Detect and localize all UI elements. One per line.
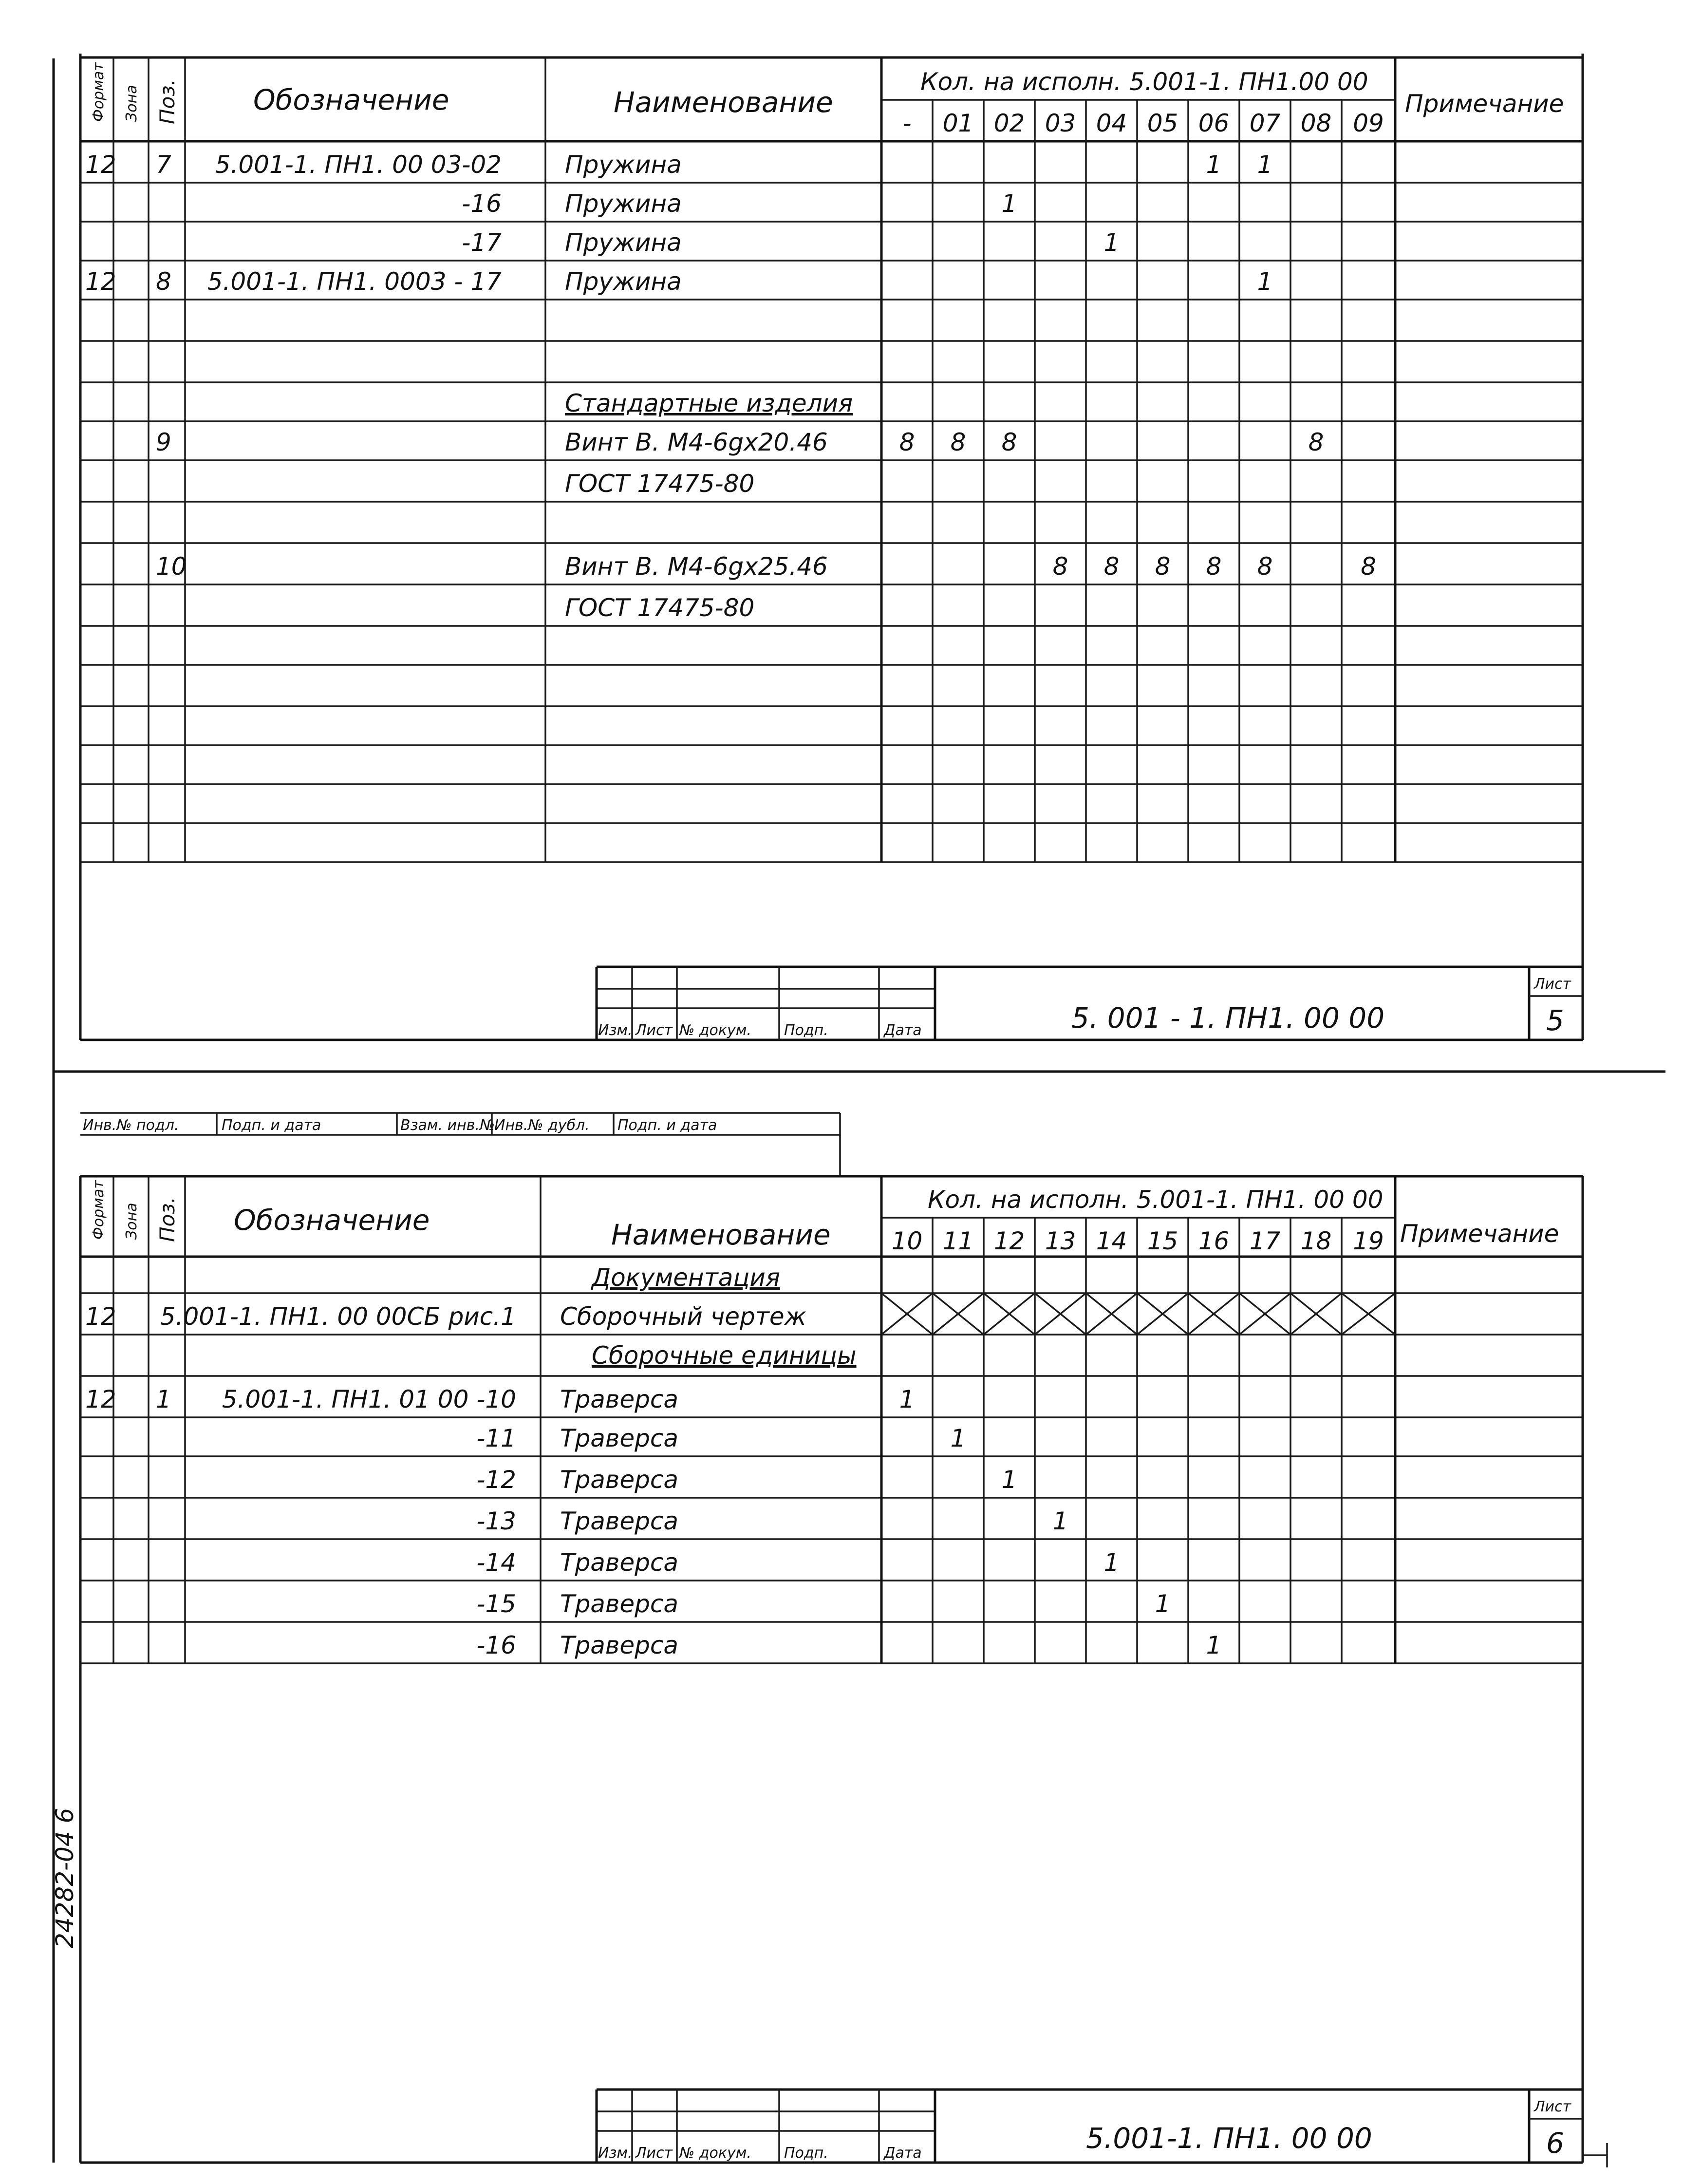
row-designation: 5.001-1. ПН1. 00 03-02 bbox=[215, 151, 502, 179]
row-qty: 8 bbox=[1052, 552, 1068, 581]
bottom-row-1 bbox=[85, 1385, 915, 1413]
top-row-6 bbox=[565, 389, 853, 417]
qty-title-header: Кол. на исполн. 5.001-1. ПН1.00 00 bbox=[920, 68, 1368, 96]
row-name: Траверса bbox=[560, 1590, 679, 1618]
b-tb-label-doc-no: № докум. bbox=[679, 2145, 751, 2162]
row-qty: 1 bbox=[1257, 151, 1273, 179]
top-variant-2: 02 bbox=[993, 109, 1025, 137]
top-row-8 bbox=[565, 470, 754, 498]
stamp-inv-orig: Инв.№ подл. bbox=[83, 1117, 179, 1134]
top-variant-3: 03 bbox=[1045, 109, 1076, 137]
row-designation: -15 bbox=[476, 1590, 516, 1618]
row-qty: 1 bbox=[1155, 1590, 1171, 1618]
bottom-row-5 bbox=[476, 1548, 1119, 1577]
stamp-sign-date-2: Подп. и дата bbox=[617, 1117, 717, 1134]
bottom-title-block bbox=[597, 2090, 1583, 2163]
bottom-row-6 bbox=[476, 1590, 1170, 1618]
col-designation-header: Обозначение bbox=[253, 83, 449, 116]
row-designation: 5.001-1. ПН1. 01 00 -10 bbox=[222, 1385, 516, 1413]
row-qty: 8 bbox=[1257, 552, 1273, 581]
row-qty: 8 bbox=[1001, 428, 1017, 456]
row-name: Пружина bbox=[565, 228, 682, 257]
row-name: Траверса bbox=[560, 1466, 679, 1494]
tb-label-izm: Изм. bbox=[598, 1022, 633, 1039]
top-variant-5: 05 bbox=[1147, 109, 1178, 137]
top-row-0 bbox=[85, 151, 1272, 179]
row-position: 8 bbox=[156, 267, 171, 296]
row-qty: 1 bbox=[950, 1424, 966, 1452]
top-title-block bbox=[597, 967, 1583, 1040]
bottom-row-3 bbox=[476, 1466, 1017, 1494]
row-name: Пружина bbox=[565, 151, 682, 179]
col-remark-header: Примечание bbox=[1405, 90, 1564, 118]
row-qty: 8 bbox=[1308, 428, 1324, 456]
top-row-11 bbox=[565, 594, 754, 622]
top-row-2 bbox=[462, 228, 1119, 257]
top-row-7 bbox=[156, 428, 1324, 456]
row-qty: 1 bbox=[1001, 1466, 1017, 1494]
bottom-row-7 bbox=[476, 1631, 1221, 1659]
row-qty: 1 bbox=[1206, 151, 1222, 179]
row-designation: -11 bbox=[476, 1424, 516, 1452]
bottom-variant-5: 15 bbox=[1147, 1227, 1178, 1255]
row-name: Винт В. М4-6gх25.46 bbox=[565, 552, 828, 581]
row-designation: -16 bbox=[462, 189, 502, 218]
b-qty-title-header: Кол. на исполн. 5.001-1. ПН1. 00 00 bbox=[928, 1186, 1384, 1214]
row-position: 1 bbox=[156, 1385, 171, 1413]
b-col-format-header: Формат bbox=[90, 1180, 107, 1240]
top-row-3 bbox=[85, 267, 1272, 296]
b-tb-doc-designation: 5.001-1. ПН1. 00 00 bbox=[1086, 2122, 1372, 2155]
top-variant-headers bbox=[902, 109, 1384, 137]
row-designation: 5.001-1. ПН1. 00 00СБ рис.1 bbox=[160, 1302, 516, 1331]
row-name: Пружина bbox=[565, 267, 682, 296]
row-name: Сборочный чертеж bbox=[560, 1302, 806, 1331]
bottom-table-header bbox=[90, 1180, 1559, 1370]
row-name: Стандартные изделия bbox=[565, 389, 853, 417]
row-qty: 8 bbox=[1103, 552, 1120, 581]
side-archive-code: 24282-04 6 bbox=[51, 1807, 79, 1948]
bottom-variant-6: 16 bbox=[1198, 1227, 1230, 1255]
b-tb-label-list: Лист bbox=[636, 2145, 673, 2162]
bottom-variant-2: 12 bbox=[993, 1227, 1025, 1255]
bottom-variant-0: 10 bbox=[891, 1227, 923, 1255]
top-variant-7: 07 bbox=[1249, 109, 1281, 137]
row-position: 10 bbox=[156, 552, 187, 581]
b-col-designation-header: Обозначение bbox=[234, 1204, 430, 1237]
row-format: 12 bbox=[85, 1302, 116, 1331]
tb-doc-designation: 5. 001 - 1. ПН1. 00 00 bbox=[1071, 1001, 1385, 1035]
row-qty: 1 bbox=[1103, 1548, 1120, 1577]
row-qty: 1 bbox=[1206, 1631, 1222, 1659]
row-designation: 5.001-1. ПН1. 0003 - 17 bbox=[207, 267, 502, 296]
tb-label-list: Лист bbox=[636, 1022, 673, 1039]
row-designation: -12 bbox=[476, 1466, 516, 1494]
row-qty: 1 bbox=[1001, 189, 1017, 218]
row-designation: -13 bbox=[476, 1507, 516, 1535]
bottom-row-0 bbox=[85, 1293, 1395, 1335]
row-qty: 8 bbox=[1361, 552, 1376, 581]
stamp-inv-dup: Инв.№ дубл. bbox=[494, 1117, 590, 1134]
top-variant-6: 06 bbox=[1198, 109, 1230, 137]
top-row-10 bbox=[156, 552, 1376, 581]
row-name: Пружина bbox=[565, 189, 682, 218]
row-qty: 1 bbox=[1103, 228, 1120, 257]
b-col-pos-header: Поз. bbox=[155, 1197, 179, 1242]
row-name: Траверса bbox=[560, 1631, 679, 1659]
stamp-sign-date-1: Подп. и дата bbox=[222, 1117, 321, 1134]
row-format: 12 bbox=[85, 1385, 116, 1413]
tb-label-sign: Подп. bbox=[784, 1022, 828, 1039]
top-variant-0: - bbox=[902, 109, 912, 137]
row-position: 9 bbox=[156, 428, 171, 456]
b-tb-sheet-number: 6 bbox=[1546, 2127, 1564, 2160]
top-variant-4: 04 bbox=[1096, 109, 1127, 137]
bottom-variant-8: 18 bbox=[1300, 1227, 1332, 1255]
row-format: 12 bbox=[85, 151, 116, 179]
row-qty: 8 bbox=[1155, 552, 1171, 581]
row-designation: -14 bbox=[476, 1548, 516, 1577]
bottom-variant-3: 13 bbox=[1045, 1227, 1076, 1255]
bottom-row-4 bbox=[476, 1507, 1068, 1535]
row-position: 7 bbox=[156, 151, 171, 179]
b-tb-label-izm: Изм. bbox=[598, 2145, 633, 2162]
top-variant-8: 08 bbox=[1300, 109, 1332, 137]
row-name: ГОСТ 17475-80 bbox=[565, 594, 755, 622]
bottom-row-2 bbox=[476, 1424, 966, 1452]
stamp-replace-inv: Взам. инв.№ bbox=[400, 1117, 495, 1134]
row-designation: -17 bbox=[462, 228, 502, 257]
bottom-variant-4: 14 bbox=[1096, 1227, 1127, 1255]
row-qty: 1 bbox=[1052, 1507, 1068, 1535]
row-designation: -16 bbox=[476, 1631, 516, 1659]
top-sheet-frame bbox=[54, 54, 1665, 2163]
row-qty: 8 bbox=[950, 428, 966, 456]
section-assemblies-label: Сборочные единицы bbox=[592, 1341, 857, 1370]
row-name: Винт В. М4-6gх20.46 bbox=[565, 428, 828, 456]
row-name: Траверса bbox=[560, 1385, 679, 1413]
row-name: Траверса bbox=[560, 1424, 679, 1452]
row-name: ГОСТ 17475-80 bbox=[565, 470, 755, 498]
col-zone-header: Зона bbox=[123, 85, 140, 122]
col-format-header: Формат bbox=[90, 62, 107, 122]
bottom-variant-1: 11 bbox=[942, 1227, 974, 1255]
b-tb-label-sign: Подп. bbox=[784, 2145, 828, 2162]
top-table-header bbox=[90, 62, 1564, 124]
b-col-remark-header: Примечание bbox=[1400, 1220, 1559, 1248]
b-col-name-header: Наименование bbox=[611, 1218, 831, 1251]
b-col-zone-header: Зона bbox=[123, 1203, 140, 1240]
row-format: 12 bbox=[85, 267, 116, 296]
tb-label-date: Дата bbox=[884, 1022, 922, 1039]
col-pos-header: Поз. bbox=[155, 79, 179, 124]
tb-sheet-label: Лист bbox=[1534, 976, 1571, 993]
top-variant-1: 01 bbox=[942, 109, 974, 137]
bottom-variant-7: 17 bbox=[1249, 1227, 1281, 1255]
tb-sheet-number: 5 bbox=[1546, 1004, 1564, 1037]
top-variant-9: 09 bbox=[1353, 109, 1384, 137]
row-qty: 8 bbox=[899, 428, 915, 456]
b-tb-sheet-label: Лист bbox=[1534, 2098, 1571, 2115]
b-tb-label-date: Дата bbox=[884, 2145, 922, 2162]
row-qty: 1 bbox=[899, 1385, 915, 1413]
row-name: Траверса bbox=[560, 1548, 679, 1577]
col-name-header: Наименование bbox=[614, 86, 833, 119]
bottom-stamp bbox=[80, 1113, 840, 1176]
bottom-variant-9: 19 bbox=[1353, 1227, 1384, 1255]
row-qty: 8 bbox=[1206, 552, 1222, 581]
row-name: Траверса bbox=[560, 1507, 679, 1535]
row-qty: 1 bbox=[1257, 267, 1273, 296]
section-docs-label: Документация bbox=[592, 1263, 780, 1292]
tb-label-doc-no: № докум. bbox=[679, 1022, 751, 1039]
